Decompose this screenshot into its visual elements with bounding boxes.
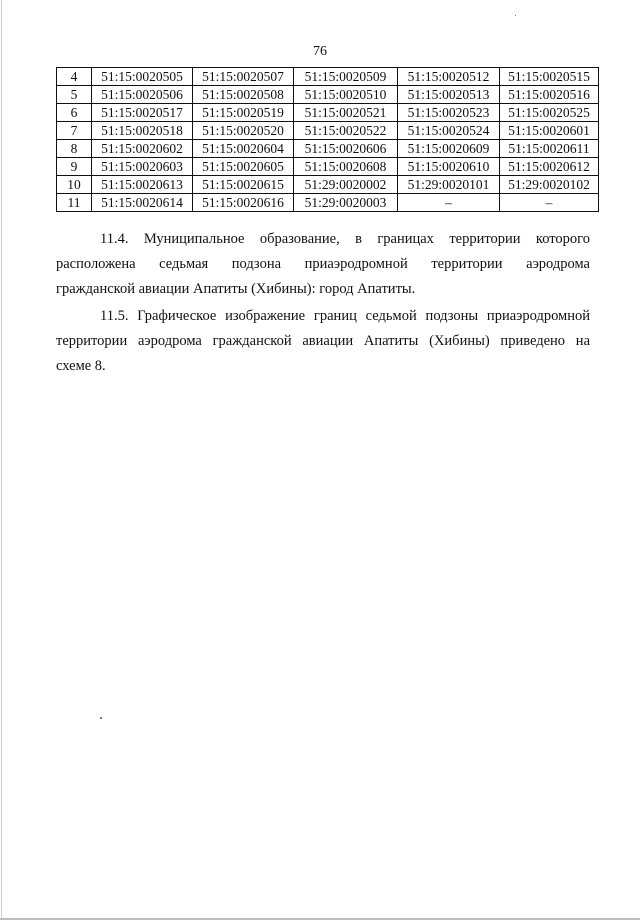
- paragraph-line: территории аэродрома гражданской авиации Апатиты (Хибины) приведено на: [56, 333, 590, 349]
- table-cell: 51:15:0020512: [398, 68, 500, 86]
- row-number-cell: 5: [57, 86, 92, 104]
- paragraph-line: 11.5. Графическое изображение границ седьмой подзоны приаэродромной: [100, 308, 590, 324]
- table-cell: 51:15:0020611: [500, 140, 599, 158]
- table-cell: 51:15:0020525: [500, 104, 599, 122]
- table-cell: 51:15:0020602: [92, 140, 193, 158]
- table-cell: 51:15:0020610: [398, 158, 500, 176]
- table-cell: 51:15:0020518: [92, 122, 193, 140]
- table-cell: 51:15:0020509: [294, 68, 398, 86]
- table-cell: 51:15:0020524: [398, 122, 500, 140]
- table-row: [57, 158, 599, 176]
- table-cell: 51:15:0020515: [500, 68, 599, 86]
- table-cell: 51:15:0020606: [294, 140, 398, 158]
- table-row: [57, 194, 599, 212]
- row-number-cell: 11: [57, 194, 92, 212]
- table-cell: 51:15:0020601: [500, 122, 599, 140]
- table-cell: 51:15:0020616: [193, 194, 294, 212]
- row-number-cell: 7: [57, 122, 92, 140]
- table-row: [57, 68, 599, 86]
- table-cell: –: [500, 194, 599, 212]
- paragraph-line: 11.4. Муниципальное образование, в границах территории которого: [100, 231, 590, 247]
- table-cell: 51:15:0020614: [92, 194, 193, 212]
- table-cell: 51:15:0020508: [193, 86, 294, 104]
- table-cell: 51:15:0020523: [398, 104, 500, 122]
- table-cell: 51:15:0020513: [398, 86, 500, 104]
- table-cell: 51:15:0020510: [294, 86, 398, 104]
- table-cell: 51:15:0020519: [193, 104, 294, 122]
- table-cell: 51:15:0020608: [294, 158, 398, 176]
- table-cell: 51:15:0020507: [193, 68, 294, 86]
- page-number: 76: [313, 44, 327, 59]
- table-cell: 51:29:0020101: [398, 176, 500, 194]
- scan-speck: [515, 15, 516, 16]
- table-cell: 51:15:0020605: [193, 158, 294, 176]
- paragraph-line: расположена седьмая подзона приаэродромной территории аэродрома: [56, 256, 590, 272]
- table-cell: –: [398, 194, 500, 212]
- table-cell: 51:15:0020520: [193, 122, 294, 140]
- row-number-cell: 10: [57, 176, 92, 194]
- paragraph-11-4: [56, 227, 590, 302]
- paragraph-line: схеме 8.: [56, 358, 106, 374]
- scan-speck: [100, 717, 102, 719]
- table-cell: 51:15:0020603: [92, 158, 193, 176]
- table-cell: 51:15:0020517: [92, 104, 193, 122]
- table-row: [57, 122, 599, 140]
- table-cell: 51:15:0020609: [398, 140, 500, 158]
- row-number-cell: 8: [57, 140, 92, 158]
- table-cell: 51:15:0020615: [193, 176, 294, 194]
- paragraph-line: гражданской авиации Апатиты (Хибины): город Апатиты.: [56, 281, 416, 297]
- table-cell: 51:15:0020506: [92, 86, 193, 104]
- table-cell: 51:15:0020613: [92, 176, 193, 194]
- table-cell: 51:15:0020521: [294, 104, 398, 122]
- table-row: [57, 104, 599, 122]
- table-cell: 51:29:0020002: [294, 176, 398, 194]
- paragraph-11-5: [56, 304, 590, 379]
- table-cell: 51:29:0020102: [500, 176, 599, 194]
- table-row: [57, 140, 599, 158]
- cadastral-table: [56, 67, 599, 212]
- table-row: [57, 176, 599, 194]
- table-cell: 51:15:0020604: [193, 140, 294, 158]
- row-number-cell: 4: [57, 68, 92, 86]
- table-cell: 51:15:0020612: [500, 158, 599, 176]
- table-row: [57, 86, 599, 104]
- table-cell: 51:29:0020003: [294, 194, 398, 212]
- table-cell: 51:15:0020522: [294, 122, 398, 140]
- page-edge-left: [1, 0, 2, 920]
- row-number-cell: 6: [57, 104, 92, 122]
- table-cell: 51:15:0020516: [500, 86, 599, 104]
- row-number-cell: 9: [57, 158, 92, 176]
- table-cell: 51:15:0020505: [92, 68, 193, 86]
